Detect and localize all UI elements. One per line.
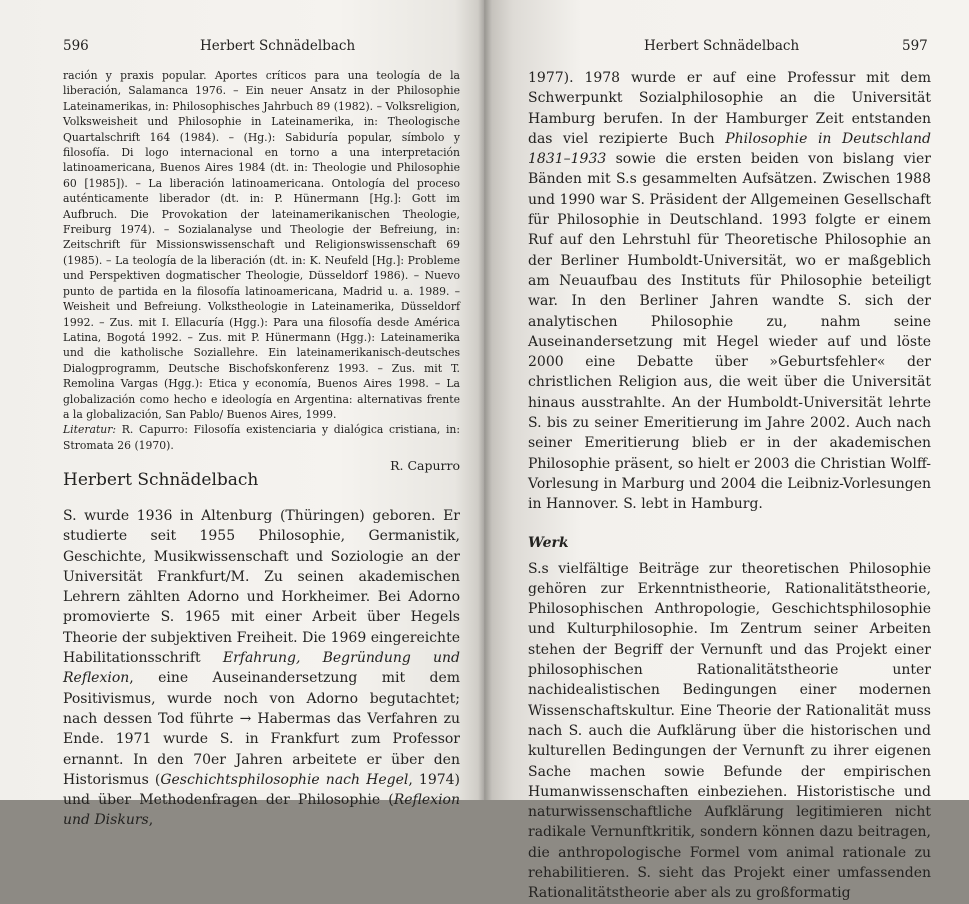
werk-text: S.s vielfältige Beiträge zur theoretischen Philosophie gehören zur Erkenntnistheorie, Rationalitätstheorie, Philosophischen Anthropologie, Geschichtsphilosophie und Kulturphilosophie. Im Zentrum seiner Arbeiten stehen der Begriff der Vernunft und das Projekt einer philosophischen Rationalitätstheorie unter nachidealistischen Bedingungen einer modernen Wissenschaftskultur. Eine Theorie der Rationalität muss nach S. auch die Aufklärung über die historischen und kulturellen Bedingungen der Vernunft zu ihrer eigenen Sache machen sowie Befunde der empirischen Humanwissenschaften einbeziehen. Historistische und naturwissenschaftliche Aufklärung legitimieren nicht radikale Vernunftkritik, sondern können dazu beitragen, die anthropologische Formel vom animal rationale zu rehabilitieren. S. sieht das Projekt einer umfassenden Rationalitätstheorie aber als zu großformatig xyxy=(528,560,931,902)
bibliography-text: ración y praxis popular. Aportes críticos para una teología de la liberación, Salamanca 1976. – Ein neuer Ansatz in der Philosophie Lateinamerikas, in: Philosophisches Jahrbuch 89 (1982). – Volksreligion, Volksweisheit und Philosophie in Lateinamerika, in: Theologische Quartalschrift 164 (1984). – (Hg.): Sabiduría popular, símbolo y filosofía. Di logo internacional en torno a una interpretación latinoamericana, Buenos Aires 1984 (dt. in: Theologie und Philosophie 60 [1985]). – La liberación latinoamericana. Ontología del proceso auténticamente liberador (dt. in: P. Hünermann [Hg.]: Gott im Aufbruch. Die Provokation der lateinamerikanischen Theologie, Freiburg 1974). – Sozialanalyse und Theologie der Befreiung, in: Zeitschrift für Missionswissenschaft und Religionswissenschaft 69 (1985). – La teología de la liberación (dt. in: K. Neufeld [Hg.]: Probleme und Perspektiven dogmatischer Theologie, Düsseldorf 1986). – Nuevo punto de partida en la filosofía latinoamericana, Madrid u. a. 1989. – Weisheit und Befreiung. Volkstheologie in Lateinamerika, Düsseldorf 1992. – Zus. mit I. Ellacuría (Hgg.): Para una filosofía desde América Latina, Bogotá 1992. – Zus. mit P. Hünermann (Hgg.): Lateinamerika und die katholische Soziallehre. Ein lateinamerikanisch-deutsches Dialogprogramm, Deutsche Bischofskonferenz 1993. – Zus. mit T. Remolina Vargas (Hgg.): Etica y economía, Buenos Aires 1998. – La globalización como hecho e ideología en Argentina: alternativas frente a la globalización, San Pablo/ Buenos Aires, 1999. xyxy=(63,69,460,421)
book-title: Erfahrung, Begründung und Reflexion xyxy=(63,650,460,687)
entry-heading: Herbert Schnädelbach xyxy=(63,470,259,490)
werk-heading: Werk xyxy=(528,534,569,551)
author-signature: R. Capurro xyxy=(390,458,460,474)
literature-entry xyxy=(63,422,460,453)
left-page-number: 596 xyxy=(63,38,89,54)
book-title: Geschichtsphilosophie nach Hegel xyxy=(160,771,409,788)
literature-text: R. Capurro: Filosofía existenciaria y dialógica cristiana, in: Stromata 26 (1970). xyxy=(63,423,460,452)
left-page-body xyxy=(63,68,460,473)
bio-segment: sowie die ersten beiden von bislang vier Bänden mit S.s gesammelten Aufsätzen. Zwischen 1988 und 1990 war S. Präsident der Allgemeinen Gesellschaft für Philosophie in Deutschland. 1993 folgte er einem Ruf auf den Lehrstuhl für Theoretische Philosophie an der Berliner Humboldt-Universität, wo er maßgeblich am Neuaufbau des Instituts für Philosophie beteiligt war. In den Berliner Jahren wandte S. sich der analytischen Philosophie zu, nahm seine Auseinandersetzung mit Hegel wieder auf und löste 2000 eine Debatte über »Geburtsfehler« der christlichen Religion aus, die weit über die Universität hinaus ausstrahlte. An der Humboldt-Universität lehrte S. bis zu seiner Emeritierung im Jahre 2002. Auch nach seiner Emeritierung blieb er in der akademischen Philosophie präsent, so hielt er 2003 die Christian Wolff-Vorlesung in Marburg und 2004 die Leibniz-Vorlesungen in Hannover. S. lebt in Hamburg. xyxy=(528,151,931,513)
book-gutter xyxy=(478,0,492,800)
left-page xyxy=(0,0,484,829)
biography-text-right xyxy=(528,68,931,515)
book-title: Philosophie in Deutschland 1831–1933 xyxy=(528,130,931,168)
entry-section xyxy=(63,470,460,831)
right-page-number: 597 xyxy=(902,38,928,54)
bio-segment: S. wurde 1936 in Altenburg (Thüringen) geboren. Er studierte seit 1955 Philosophie, Germanistik, Geschichte, Musikwissenschaft und Soziologie an der Universität Frankfurt/M. Zu seinen akademischen Lehrern zählten Adorno und Horkheimer. Bei Adorno promovierte S. 1965 mit einer Arbeit über Hegels Theorie der subjektiven Freiheit. Die 1969 eingereichte Habilitationsschrift xyxy=(63,508,460,667)
right-page xyxy=(484,0,969,902)
bio-segment: 1977). 1978 wurde er auf eine Professur mit dem Schwerpunkt Sozialphilosophie an die Universität Hamburg berufen. In der Hamburger Zeit entstanden das viel rezipierte Buch xyxy=(528,70,931,147)
literature-label: Literatur: xyxy=(63,423,117,437)
biography-text-left xyxy=(63,506,460,831)
right-running-title: Herbert Schnädelbach xyxy=(644,38,800,54)
bio-segment: , 1974) und über Methodenfragen der Philosophie ( xyxy=(63,771,461,809)
left-running-title: Herbert Schnädelbach xyxy=(200,38,356,54)
bio-segment: , xyxy=(148,812,154,829)
book-title: Reflexion und Diskurs xyxy=(63,792,460,829)
bio-segment: , eine Auseinandersetzung mit dem Positivismus, wurde noch von Adorno begutachtet; nach dessen Tod führte → Habermas das Verfahren zu Ende. 1971 wurde S. in Frankfurt zum Professor ernannt. In den 70er Jahren arbeitete er über den Historismus ( xyxy=(63,670,460,788)
right-page-body xyxy=(528,68,931,904)
